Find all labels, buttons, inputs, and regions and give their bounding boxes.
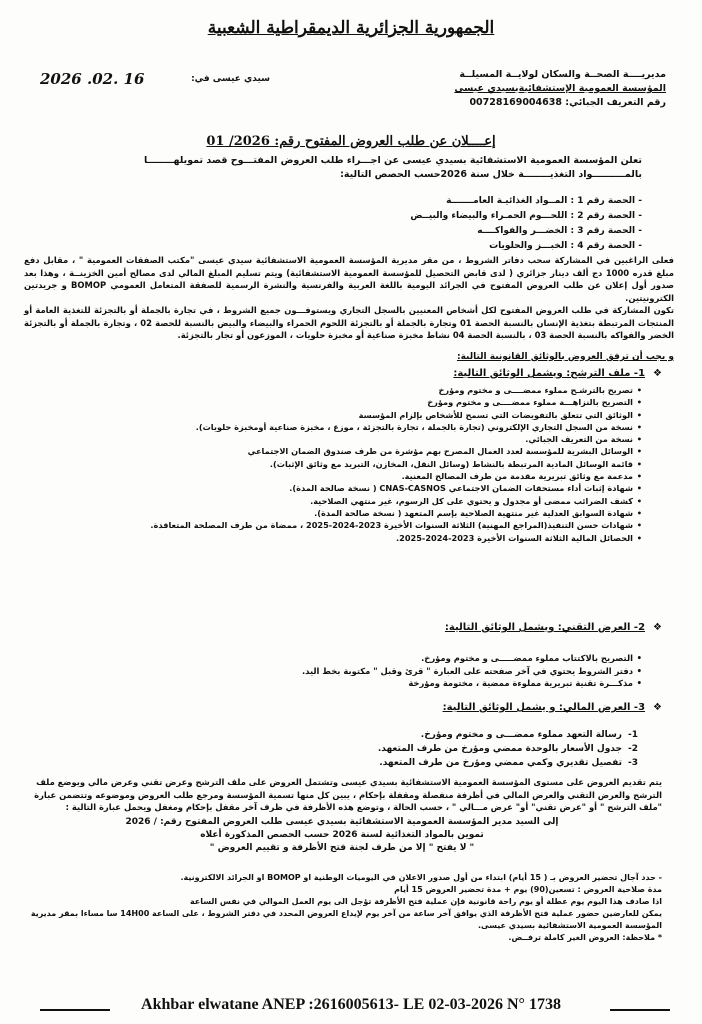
list-item: • الوسائل البشرية للمؤسسة لعدد العمال المصرح بهم مؤشرة من طرف صندوق الضمان الاجتماعي (42, 445, 642, 457)
envelope-inscription (62, 816, 622, 855)
handwritten-date: 2026 .02. 16 (40, 70, 145, 88)
list-item: • تصريح بالترشـح مملوء ممضــــى و مختوم ومؤرخ (42, 384, 642, 396)
list-item: • دفتر الشروط يحتوي في آخر صفحته على العبارة " قرئ وقبل " مكتوبة بخط اليد. (122, 665, 642, 678)
note-line: اذا صادف هذا اليوم يوم عطلة أو يوم راحة قانونية فإن عملية فتح الأظرفة تؤجل الى يوم العمل الموالي في نفس الساعة (189, 897, 662, 906)
lot-item: - الحصة رقم 1 : المــواد الغذائيـة العامـــــــة (446, 196, 642, 206)
diamond-bullet-icon: ❖ (653, 368, 662, 379)
intro-text (82, 154, 642, 182)
hospital-line: المؤسسة العمومية الإستشفائيةبسيدي عيسى (454, 83, 666, 94)
list-item: • الوثائق التي تتعلق بالتفويضات التي تسمح للأشخاص بإلزام المؤسسة (42, 409, 642, 421)
notes-block (22, 872, 662, 944)
section-2-list (122, 652, 642, 690)
lot-item: - الحصة رقم 4 : الخبـــز والحلويات (489, 241, 642, 251)
intro-line: تعلن المؤسسة العمومية الاستشفائية بسيدي عيسى عن اجـــراء طلب العروض المفتـــوح قصد تمويلهــــــــا (143, 155, 642, 166)
list-item: 3-تفصيل تقديري وكمي ممضي ومؤرخ من طرف المتعهد. (379, 758, 638, 768)
list-item: • شهادات حسن التنفيذ(المراجع المهنية) الثلاثة السنوات الأخيرة 2023-2024-2025 ، ممضاة من طرف المصلحة المتعاقدة. (42, 519, 642, 531)
list-item: • التصريح بالنزاهـــة مملوء ممضــــى و مختوم ومؤرخ (42, 396, 642, 408)
lots-list (142, 194, 642, 254)
section-3-list (98, 728, 638, 770)
required-docs-heading: و يجب أن ترفق العروض بالوثائق القانونية التالية: (456, 352, 674, 362)
envelope-line: تموين بالمواد التغذائية لسنة 2026 حسب الحصص المذكورة أعلاه (200, 830, 484, 840)
institution-header (366, 68, 666, 110)
deposit-paragraph: يتم تقديم العروض على مستوى المؤسسة العمومية الاستشفائية بسيدي عيسى وتشتمل العروض على ملف الترشح وعرض تقني وعرض مالي ويوضع ملف الترشح والعرض التقني والعرض المالي في أظرفة منفصلة ومقفلة بإحكام ، يبين كل منها تسمية المؤسسة ومرجع طلب العروض وموضوعه وتتضمن عبارة "ملف الترشح " أو "عرض تقني" أو" عرض مـــالي " ، حسب الحالة ، وتوضع هذه الأظرفة في ظرف آخر مقفل بإحكام ومغفل ويحمل عبارة التالية : (34, 777, 662, 813)
list-item: • كشف الضرائب ممضى أو مجدول و يحتوي على كل الرسوم، غير منتهي الصلاحية. (42, 495, 642, 507)
list-item: • نسخة من السجل التجاري الإلكتروني (تجارة بالجملة ، تجارة بالتجزئة ، موزع ، مخبزة صناعية أومخبزة حلويات). (42, 421, 642, 433)
place-label: سيدي عيسى في: (191, 74, 270, 84)
announcement-title: إعــــلان عن طلب العروض المفتوح رقم: 2026/ 01 (206, 134, 496, 149)
list-item: • قائمة الوسائل المادية المرتبطة بالنشاط (وسائل النقل، المخازن، التبريد مع وثائق الإثبات). (42, 458, 642, 470)
section-1-heading: ❖1- ملف الترشح: ويشمل الوثائق التالية: (453, 368, 662, 379)
envelope-line: " لا يفتح " إلا من طرف لجنة فتح الأظرفة و تقييم العروض " (209, 843, 475, 853)
section-3-heading: ❖3- العرض المالي: و يشمل الوثائق التالية: (442, 702, 662, 713)
envelope-line: إلى السيد مدير المؤسسة العمومية الاستشفائية بسيدي عيسى طلب العروض المفتوح رقم: / 2026 (125, 817, 559, 827)
list-item: 2-جدول الأسعار بالوحدة ممضي ومؤرخ من طرف المتعهد. (377, 744, 638, 754)
note-line: يمكن للعارضين حضور عملية فتح الأظرفة الذي يوافق آخر ساعة من آخر يوم لإيداع العروض المحدد في دفتر الشروط ، على الساعة 14H00 سا مساءا بمقر مديرية المؤسسة العمومية الاستشفائية بسيدي عيسى. (30, 909, 662, 930)
list-item: • شهادة إثبات أداء مستحقات الضمان الاجتماعي CNAS-CASNOS ( نسخة صالحة المدة). (42, 482, 642, 494)
eligibility-paragraph: تكون المشاركة في طلب العروض المفتوح لكل أشخاص المعنيين بالسجل التجاري ويستوفـــون جميع الشروط ، في تجارة بالجملة أو بالتجزئة للتغذية العامة أو المنتجات المرتبطة بتغذية الإنسان بالنسبة الحصة 01 وتجارة بالجملة أو بالتجزئة اللحوم الحمراء والبيضاء والبيض بالنسبة للحصة 02 ، وتجارة بالجملة أو بالتجزئة الخضر والفواكه بالنسبة الحصة 03 ، بالنسبة الحصة 04 نشاط مخبزة صناعية أو مخبزة حلويات ، الموزعون أو تجار بالتجزئة. (24, 305, 674, 341)
section-1-list (42, 384, 642, 544)
list-item: • التصريح بالاكتتاب مملوء ممضـــــى و مختوم ومؤرخ. (122, 652, 642, 665)
publication-footer: Akhbar elwatane ANEP :2616005613- LE 02-03-2026 N° 1738 (141, 996, 561, 1013)
date-block (40, 70, 270, 90)
tax-id-line: رقم التعريف الجبائي: 00728169004638 (469, 97, 666, 108)
lot-item: - الحصة رقم 3 : الخضـــر والفواكــــه (477, 226, 642, 236)
withdrawal-paragraph: فعلى الراغبين في المشاركة سحب دفاتر الشروط ، من مقر مديرية المؤسسة العمومية الاستشفائية سيدي عيسى "مكتب الصفقات العمومية " ، مقابل دفع مبلغ قدره 1000 دج ألف دينار جزائري ( لدى قابض التحصيل للمؤسسة العمومية الاستشفائية) ويتم تسليم المبلغ المالي لدى مصالح أمين الخزينــة ، وهذا بعد صدور أول إعلان عن طلب العروض المفتوح في الجرائد اليومية باللغة العربية والفرنسية والنشرة الرسمية للصفقة المتعامل العمومي BOMOP و جريدتين الكترونيتين. (24, 255, 674, 303)
list-item: • مدعمة مع وثائق تبريرية مقدمة من طرف المصالح المعنية. (42, 470, 642, 482)
diamond-bullet-icon: ❖ (653, 702, 662, 713)
page-title: الجمهورية الجزائرية الديمقراطية الشعبية (207, 18, 495, 38)
list-item: • الحصائل المالية الثلاثة السنوات الأخيرة 2023-2024-2025. (42, 532, 642, 544)
list-item: • نسخة من التعريف الجبائي. (42, 433, 642, 445)
directorate-line: مديريــــة الصحــة والسكان لولايــة المسيلــة (459, 69, 666, 80)
list-item: • شهادة السوابق العدلية غير منتهية الصلاحية بإسم المتعهد ( نسخة صالحة المدة). (42, 507, 642, 519)
note-line: - حدد آجال تحضير العروض بـ ( 15 أيام) ابتداء من أول صدور الاعلان في اليوميات الوطنية او BOMOP او الجرائد الالكترونية. (180, 873, 662, 882)
section-2-heading: ❖2- العرض التقني: ويشمل الوثائق التالية: (444, 622, 662, 633)
intro-line: بالمــــــــــواد التغذيــــــــة خلال سنة 2026حسب الحصص التالية: (340, 169, 642, 180)
list-item: • مذكـــرة تقنية تبريرية مملوءة ممضية ، مختومة ومؤرخة (122, 677, 642, 690)
note-line: مدة صلاحية العروض : تسعين(90) يوم + مدة تحضير العروض 15 أيام (394, 885, 662, 894)
list-item: 1-رسالة التعهد مملوء ممضـــى و مختوم ومؤرخ. (420, 730, 638, 740)
diamond-bullet-icon: ❖ (653, 622, 662, 633)
lot-item: - الحصة رقم 2 : اللحـــوم الحمـراء والبيضاء والبيــض (410, 211, 642, 221)
note-line: * ملاحظة: العروض الغير كاملة ترفــض. (508, 933, 662, 942)
